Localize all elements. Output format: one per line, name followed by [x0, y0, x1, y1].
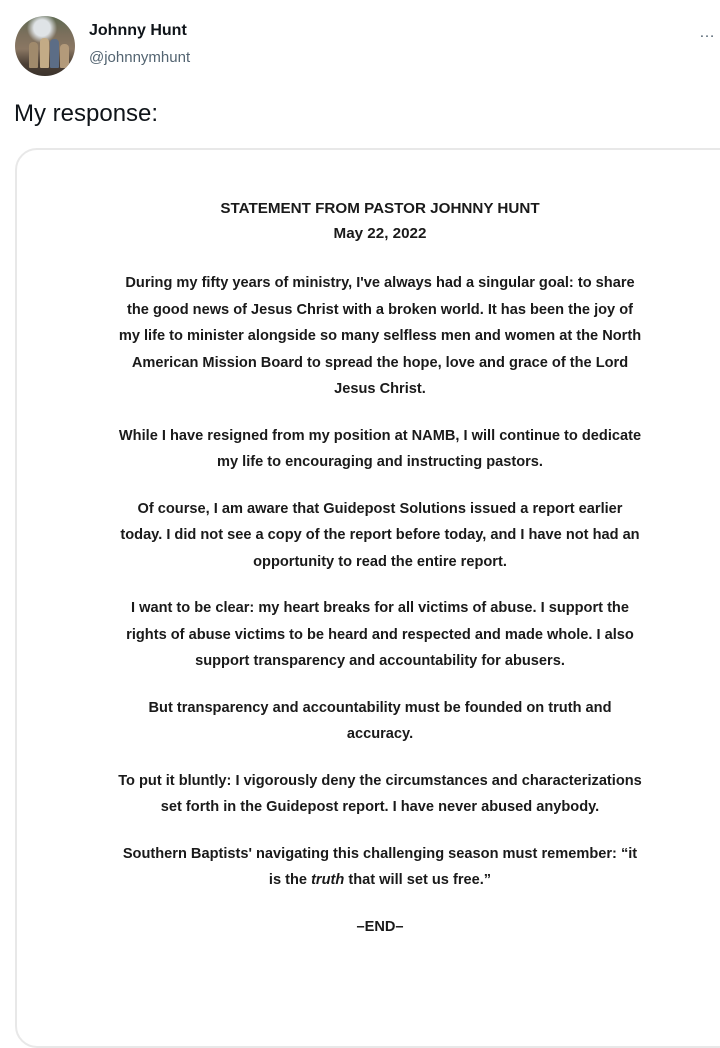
text-line: American Mission Board to spread the hope, love and grace of the Lord — [131, 354, 629, 371]
statement-title: STATEMENT FROM PASTOR JOHNNY HUNT — [220, 200, 540, 217]
text-line: rights of abuse victims to be heard and respected and made whole. I also — [126, 626, 634, 643]
text-segment: is the — [268, 872, 312, 888]
tweet-text: My response: — [14, 100, 159, 127]
avatar[interactable] — [15, 16, 75, 76]
avatar-figure — [29, 42, 38, 68]
text-line: Of course, I am aware that Guidepost Solutions issued a report earlier — [137, 500, 623, 517]
avatar-figure — [40, 38, 49, 68]
avatar-figure — [50, 39, 59, 68]
text-line: opportunity to read the entire report. — [253, 553, 507, 570]
statement-paragraph — [40, 595, 720, 675]
text-line: To put it bluntly: I vigorously deny the circumstances and characterizations — [118, 772, 642, 789]
text-line: my life to encouraging and instructing pastors. — [217, 454, 543, 470]
text-line: I want to be clear: my heart breaks for all victims of abuse. I support the — [131, 600, 629, 616]
text-line: During my fifty years of ministry, I've always had a singular goal: to share — [125, 275, 635, 291]
text-line: today. I did not see a copy of the report before today, and I have not had an — [120, 527, 640, 543]
statement-paragraph — [40, 270, 720, 403]
statement-paragraph — [40, 496, 720, 576]
text-segment: that will set us free.” — [344, 872, 492, 888]
statement-end-marker: –END– — [356, 918, 404, 935]
author-handle[interactable]: @johnnymhunt — [89, 49, 191, 66]
statement-paragraph-final — [40, 841, 720, 894]
statement-document — [40, 196, 720, 940]
text-line: my life to minister alongside so many selfless men and women at the North — [118, 328, 642, 344]
statement-paragraph — [40, 768, 720, 821]
text-line: the good news of Jesus Christ with a broken world. It has been the joy of — [127, 301, 633, 318]
text-line: support transparency and accountability for abusers. — [195, 653, 565, 669]
text-line: But transparency and accountability must be founded on truth and — [148, 699, 612, 716]
statement-paragraph — [40, 423, 720, 476]
avatar-figure — [60, 44, 69, 68]
statement-date: May 22, 2022 — [333, 225, 427, 242]
statement-paragraph — [40, 695, 720, 748]
text-line — [40, 867, 720, 894]
text-line: Southern Baptists' navigating this challenging season must remember: “it — [122, 845, 638, 862]
text-line: accuracy. — [346, 726, 414, 742]
text-line: Jesus Christ. — [334, 381, 426, 397]
author-name[interactable]: Johnny Hunt — [89, 22, 187, 39]
emphasized-word: truth — [311, 872, 345, 888]
text-line: set forth in the Guidepost report. I have never abused anybody. — [160, 799, 600, 815]
text-line: While I have resigned from my position at NAMB, I will continue to dedicate — [118, 427, 642, 444]
more-options-icon[interactable]: … — [699, 24, 716, 41]
